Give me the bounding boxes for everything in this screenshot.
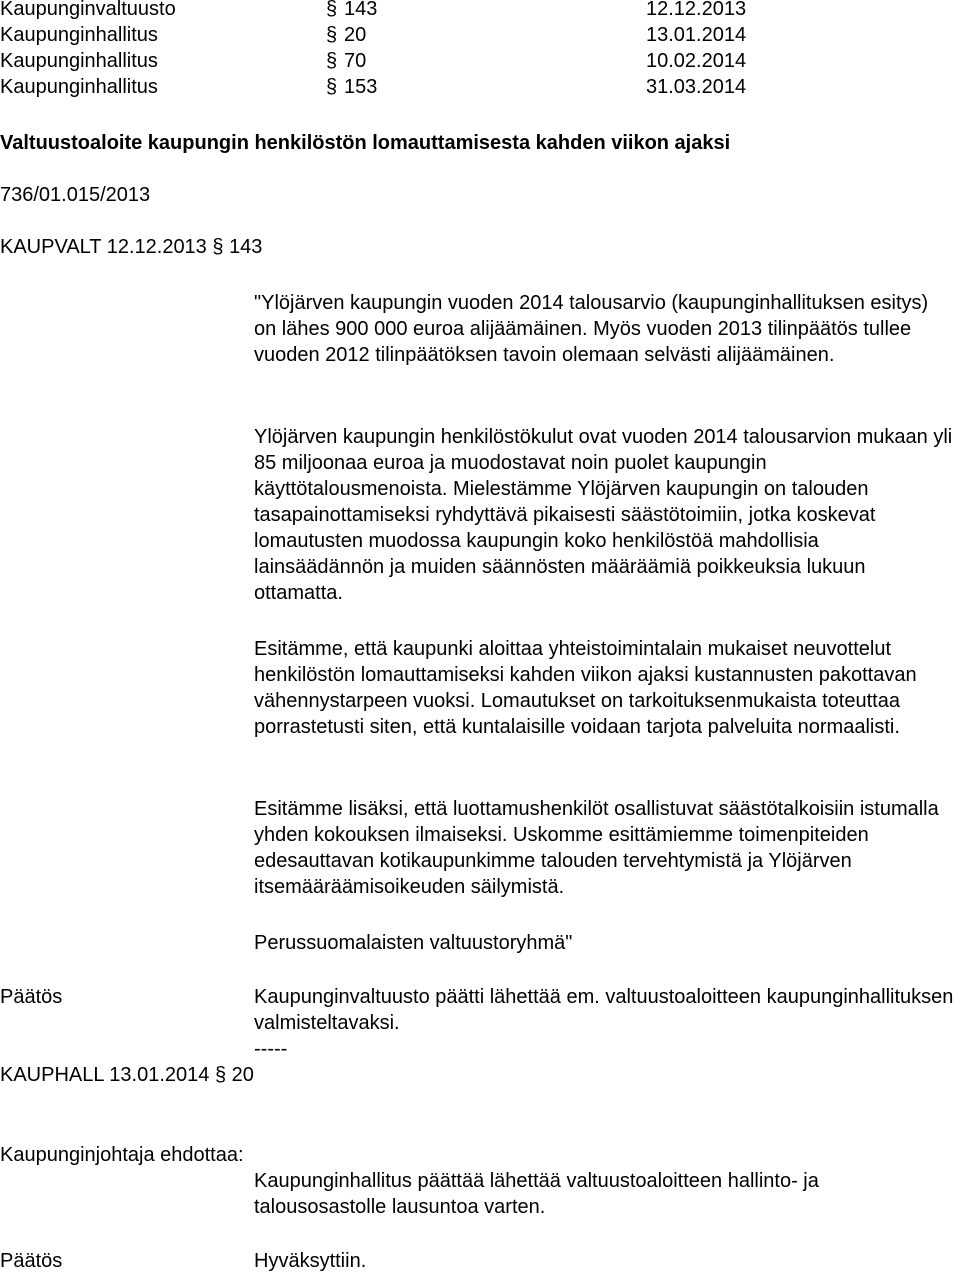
document-title: Valtuustoaloite kaupungin henkilöstön lomauttamisesta kahden viikon ajaksi xyxy=(0,132,731,154)
quote-paragraph-3 xyxy=(254,636,954,740)
section-sign: § xyxy=(326,76,338,98)
paragraph-text: "Ylöjärven kaupungin vuoden 2014 talousarvio (kaupunginhallituksen esitys) on lähes 900 000 euroa alijäämäinen. Myös vuoden 2013 tilinpäätös tullee vuoden 2012 tilinpäätöksen tavoin olemaan selvästi alijäämäinen. xyxy=(254,292,929,366)
decision-text: Hyväksyttiin. xyxy=(254,1250,367,1272)
section-sign: § xyxy=(212,236,224,258)
proposal-text xyxy=(254,1168,954,1220)
meeting-date: 31.03.2014 xyxy=(646,76,747,98)
signature-line xyxy=(254,930,954,956)
quote-paragraph-4 xyxy=(254,796,954,900)
paragraph-text: Esitämme lisäksi, että luottamushenkilöt osallistuvat säästötalkoisiin istumalla yhden kokouksen ilmaiseksi. Uskomme esittämiemme toimenpiteiden edesauttavan kotikaupunkimme talouden tervehtymistä ja Ylöjärven itsemääräämisoikeuden säilymistä. xyxy=(254,798,939,898)
proposal-label: Kaupunginjohtaja ehdottaa: xyxy=(0,1144,244,1166)
section-sign: § xyxy=(326,50,338,72)
separator: ----- xyxy=(254,1038,288,1060)
body-name: Kaupunginhallitus xyxy=(0,50,158,72)
kaupvalt-label: KAUPVALT 12.12.2013 xyxy=(0,236,207,258)
header-row xyxy=(0,22,960,48)
section-number: 70 xyxy=(344,50,367,72)
section-sign: § xyxy=(214,1064,227,1086)
decision-label: Päätös xyxy=(0,986,63,1008)
reference-number: 736/01.015/2013 xyxy=(0,184,151,206)
header-row xyxy=(0,48,960,74)
paragraph-text: Ylöjärven kaupungin henkilöstökulut ovat vuoden 2014 talousarvion mukaan yli 85 miljoonaa euroa ja muodostavat noin puolet kaupungin käyttötalousmenoista. Mielestämme Ylöjärven kaupungin on talouden tasapainottamiseksi ryhdyttävä pikaisesti säästötoimiin, jotka koskevat lomautusten muodossa kaupungin koko henkilöstöä mahdollisia lainsäädännön ja muiden säännösten määräämiä poikkeuksia lukuun ottamatta. xyxy=(254,426,953,604)
decision-text xyxy=(254,984,954,1036)
kaupvalt-line xyxy=(0,234,262,260)
paragraph-text: Esitämme, että kaupunki aloittaa yhteistoimintalain mukaiset neuvottelut henkilöstön lomauttamiseksi kahden viikon ajaksi kustannusten pakottavan vähennystarpeen vuoksi. Lomautukset on tarkoituksenmukaista toteuttaa porrastetusti siten, että kuntalaisille voidaan tarjota palveluita normaalisti. xyxy=(254,638,917,738)
section-sign: § xyxy=(326,0,338,20)
decision-label: Päätös xyxy=(0,1250,63,1272)
header-row xyxy=(0,74,960,100)
paragraph-text: Kaupunginhallitus päättää lähettää valtuustoaloitteen hallinto- ja talousosastolle lausuntoa varten. xyxy=(254,1170,819,1218)
section-sign: § xyxy=(326,24,338,46)
body-name: Kaupunginvaltuusto xyxy=(0,0,176,20)
section-number: 143 xyxy=(344,0,378,20)
meeting-date: 12.12.2013 xyxy=(646,0,747,20)
header-row xyxy=(0,0,960,22)
quote-paragraph-1 xyxy=(254,290,954,368)
section-number: 153 xyxy=(344,76,378,98)
kauphall-line xyxy=(0,1062,254,1088)
quote-paragraph-2 xyxy=(254,424,954,606)
body-name: Kaupunginhallitus xyxy=(0,24,158,46)
paragraph-text: Perussuomalaisten valtuustoryhmä" xyxy=(254,932,573,954)
paragraph-text: Kaupunginvaltuusto päätti lähettää em. valtuustoaloitteen kaupunginhallituksen valmisteltavaksi. xyxy=(254,986,954,1034)
section-number: 20 xyxy=(344,24,367,46)
section-number: 143 xyxy=(229,236,263,258)
section-number: 20 xyxy=(231,1064,254,1086)
meeting-date: 10.02.2014 xyxy=(646,50,747,72)
kauphall-label: KAUPHALL 13.01.2014 xyxy=(0,1064,210,1086)
body-name: Kaupunginhallitus xyxy=(0,76,158,98)
meeting-date: 13.01.2014 xyxy=(646,24,747,46)
